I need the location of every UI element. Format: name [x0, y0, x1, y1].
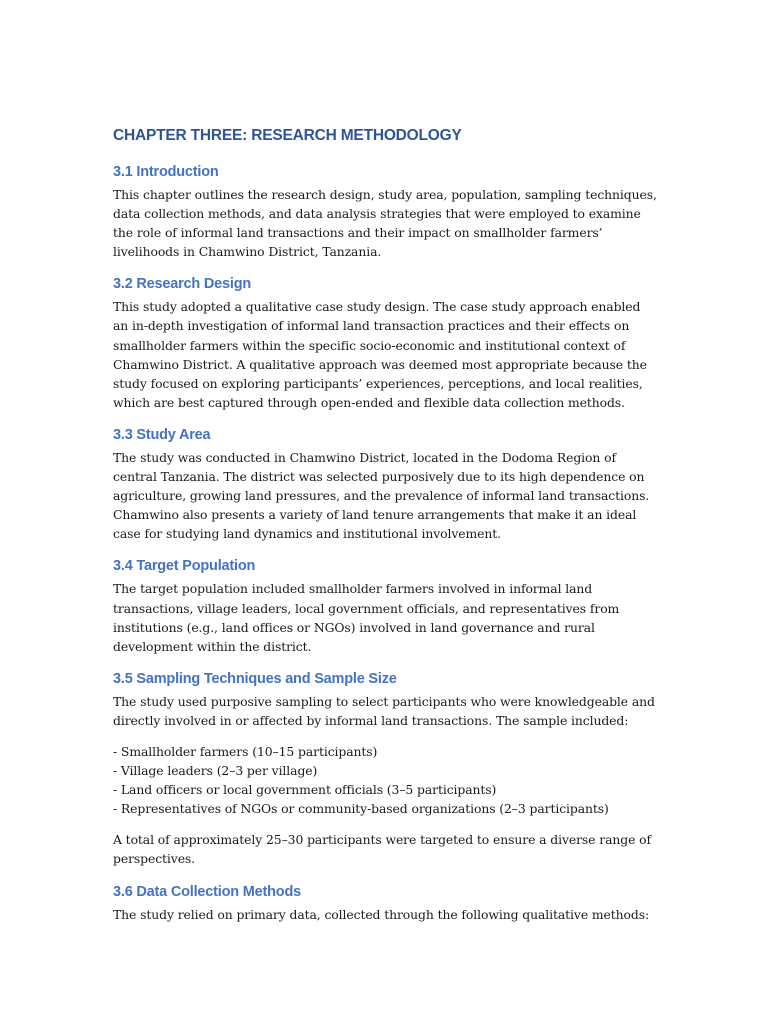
list-item: - Representatives of NGOs or community-based organizations (2–3 participants) [113, 801, 609, 817]
section-heading: 3.6 Data Collection Methods [113, 883, 301, 900]
section-paragraph: The target population included smallholder farmers involved in informal land transactions, village leaders, local government officials, and representatives from institutions (e.g., land offices or NGOs) involved in land governance and rural development within the district. [113, 581, 620, 654]
section-introduction [113, 163, 658, 261]
chapter-title: CHAPTER THREE: RESEARCH METHODOLOGY [113, 127, 462, 144]
list-item: - Village leaders (2–3 per village) [113, 763, 318, 779]
section-paragraph: This chapter outlines the research design, study area, population, sampling techniques, data collection methods, and data analysis strategies that were employed to examine the role of informal land transactions and their impact on smallholder farmers’ livelihoods in Chamwino District, Tanzania. [113, 187, 657, 260]
section-heading: 3.3 Study Area [113, 426, 211, 443]
section-study-area [113, 426, 658, 543]
section-heading: 3.5 Sampling Techniques and Sample Size [113, 670, 397, 687]
section-heading: 3.1 Introduction [113, 164, 219, 180]
section-paragraph: The study was conducted in Chamwino District, located in the Dodoma Region of central Tanzania. The district was selected purposively due to its high dependence on agriculture, growing land pressures, and the prevalence of informal land transactions. Chamwino also presents a variety of land tenure arrangements that make it an ideal case for studying land dynamics and institutional involvement. [113, 449, 650, 542]
document-page [113, 126, 658, 938]
list-item: - Smallholder farmers (10–15 participants) [113, 743, 378, 759]
list-item: - Land officers or local government officials (3–5 participants) [113, 782, 497, 798]
section-heading: 3.2 Research Design [113, 276, 252, 293]
section-paragraph: This study adopted a qualitative case study design. The case study approach enabled an in-depth investigation of informal land transaction practices and their effects on smallholder farmers within the specific socio-economic and institutional context of Chamwino District. A qualitative approach was deemed most appropriate because the study focused on exploring participants’ experiences, perceptions, and local realities, which are best captured through open-ended and flexible data collection methods. [113, 299, 647, 410]
section-paragraph: The study used purposive sampling to select participants who were knowledgeable and directly involved in or affected by informal land transactions. The sample included: [113, 693, 655, 728]
section-data-collection [113, 883, 658, 924]
section-sampling [113, 670, 658, 869]
section-heading: 3.4 Target Population [113, 558, 256, 575]
section-closing-paragraph: A total of approximately 25–30 participants were targeted to ensure a diverse range of perspectives. [113, 832, 651, 867]
section-paragraph: The study relied on primary data, collected through the following qualitative methods: [113, 906, 650, 922]
sample-list [113, 742, 658, 818]
section-target-population [113, 557, 658, 655]
section-research-design [113, 275, 658, 412]
